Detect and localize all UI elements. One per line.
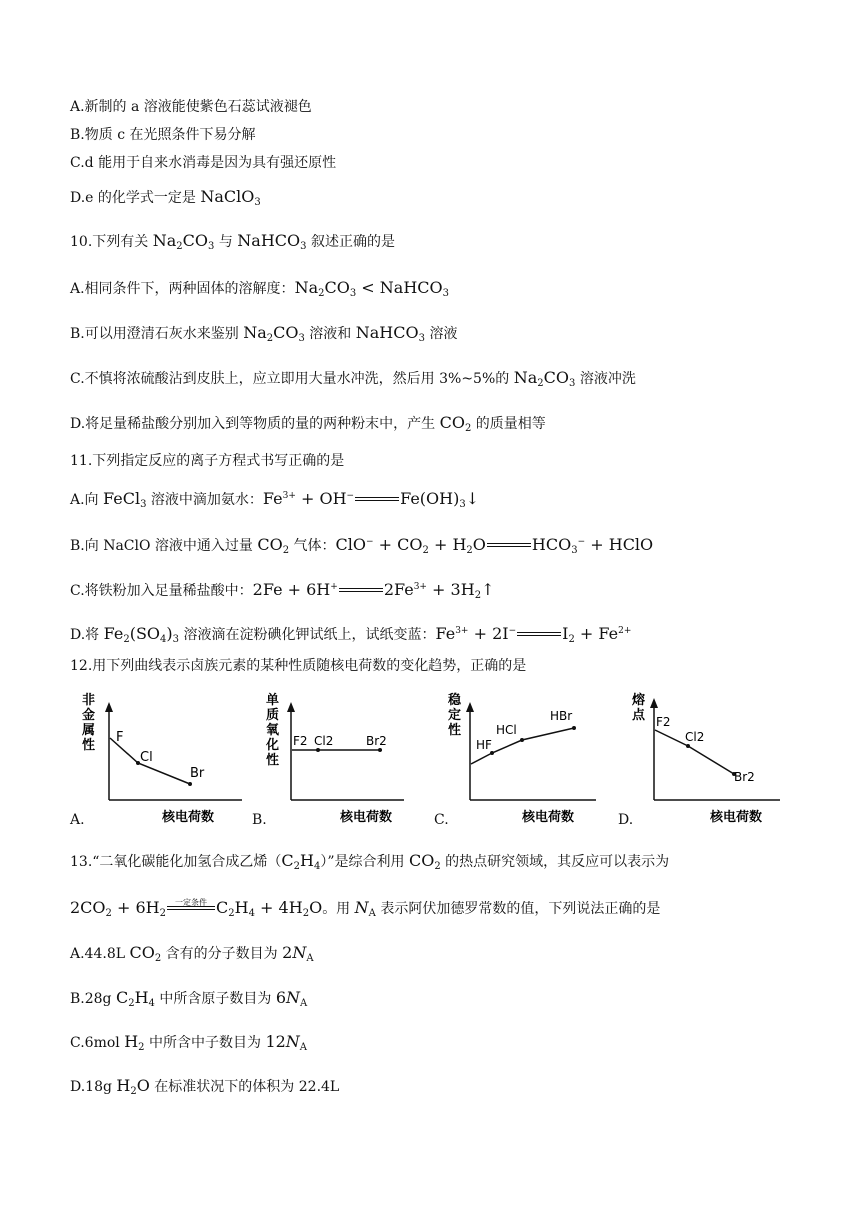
graph-d-point-br2: Br2 <box>734 770 755 784</box>
q13-equation: $2CO_2 + 6H_2$ 一定条件 $C_2H_4 + 4H_2O$。用 $N_A$ 表示阿伏加德罗常数的值，下列说法正确的是 <box>70 897 660 925</box>
q13-option-d: D.18g $H_2O$ 在标准状况下的体积为 22.4L <box>70 1076 340 1097</box>
graph-b-point-f2: F2 <box>293 734 308 748</box>
graph-b-ylabel-1: 单 <box>266 693 280 708</box>
graph-d-letter: D. <box>618 812 634 828</box>
graph-b-point-br2: Br2 <box>366 734 387 748</box>
graph-c-point-hf: HF <box>476 738 492 752</box>
q13-option-b: B.28g $C_2H_4$ 中所含原子数目为 $6N_A$ <box>70 988 308 1009</box>
q10-option-a: A.相同条件下，两种固体的溶解度：$Na_2CO_3$ < NaHCO$_3$ <box>70 278 450 299</box>
graph-b-ylabel-2: 质 <box>266 708 280 723</box>
graph-a-ylabel <box>82 692 95 753</box>
graph-b-ylabel-5: 性 <box>266 753 280 768</box>
graph-b-point-cl2: Cl2 <box>314 734 334 748</box>
graph-b-ylabel-3: 氧 <box>266 723 280 738</box>
graph-d-xlabel: 核电荷数 <box>710 810 763 825</box>
graph-a-ylabel-4: 性 <box>82 738 96 753</box>
q12-stem: 12.用下列曲线表示卤族元素的某种性质随核电荷数的变化趋势，正确的是 <box>70 658 527 674</box>
q10-option-c: C.不慎将浓硫酸沾到皮肤上，应立即用大量水冲洗，然后用 3%~5%的 $Na_2CO_3$ 溶液冲洗 <box>70 368 636 389</box>
graph-a-point-br: Br <box>190 766 205 781</box>
graph-a <box>82 690 252 830</box>
graph-c-point-hcl: HCl <box>496 723 517 737</box>
q10-stem: 10.下列有关 $Na_2CO_3$ 与 NaHCO$_3$ 叙述正确的是 <box>70 231 395 252</box>
q9-option-c: C.d 能用于自来水消毒是因为具有强还原性 <box>70 155 337 171</box>
graph-d <box>630 690 790 830</box>
q13-stem: 13.“二氧化碳能化加氢合成乙烯$(C_2H_4)$”是综合利用 $CO_2$ 的热点研究领域，其反应可以表示为 <box>70 851 670 872</box>
graph-a-point-cl: Cl <box>140 750 153 765</box>
graph-a-ylabel-1: 非 <box>82 693 96 708</box>
q9-option-d: D.e 的化学式一定是 NaClO$_3$ <box>70 187 261 208</box>
graph-c-ylabel-1: 稳 <box>448 693 462 708</box>
graph-d-ylabel <box>631 692 646 723</box>
graph-c-xlabel: 核电荷数 <box>522 810 575 825</box>
q11-option-a: A.向 FeCl$_3$ 溶液中滴加氨水：$Fe^{3+} + OH^-$ $Fe(OH)_3↓$ <box>70 489 480 510</box>
q11-stem: 11.下列指定反应的离子方程式书写正确的是 <box>70 453 345 469</box>
graph-d-point-cl2: Cl2 <box>685 730 705 744</box>
q11-option-d: D.将 $Fe_2(SO_4)_3$ 溶液滴在淀粉碘化钾试纸上，试纸变蓝：$Fe^{3+} + 2I^-$ $I_2 + Fe^{2+}$ <box>70 624 632 645</box>
graph-b-ylabel-4: 化 <box>266 738 280 753</box>
graph-a-ylabel-3: 属 <box>82 723 96 738</box>
q13-option-c: C.6mol $H_2$ 中所含中子数目为 $12N_A$ <box>70 1032 308 1053</box>
q9-option-a: A.新制的 a 溶液能使紫色石蕊试液褪色 <box>70 99 312 115</box>
graph-a-xlabel: 核电荷数 <box>162 810 215 825</box>
graph-b-ylabel <box>265 692 280 768</box>
q13-eq-condition: 一定条件 <box>175 898 208 907</box>
graph-b-xlabel: 核电荷数 <box>340 810 393 825</box>
q11-option-c: C.将铁粉加入足量稀盐酸中：2Fe + 6H+ $2Fe^{3+}$ + $3H_2↑$ <box>70 580 495 601</box>
q10-option-d: D.将足量稀盐酸分别加入到等物质的量的两种粉末中，产生 $CO_2$ 的质量相等 <box>70 413 546 434</box>
q11-option-b: B.向 NaClO 溶液中通入过量 $CO_2$ 气体：$ClO^- + CO_2 + H_2O$ $HCO_3^-$ + HClO <box>70 535 654 556</box>
q10-option-b: B.可以用澄清石灰水来鉴别 $Na_2CO_3$ 溶液和 NaHCO$_3$ 溶液 <box>70 323 458 344</box>
graph-c-ylabel-2: 定 <box>448 708 462 723</box>
graph-d-point-f2: F2 <box>656 715 671 729</box>
graph-b-letter: B. <box>252 812 267 828</box>
graph-d-ylabel-1: 熔 <box>632 693 646 708</box>
graph-a-ylabel-2: 金 <box>82 708 96 723</box>
graph-c-letter: C. <box>434 812 449 828</box>
q13-option-a: A.44.8L $CO_2$ 含有的分子数目为 $2N_A$ <box>70 943 314 964</box>
graph-c-ylabel-3: 性 <box>448 723 462 738</box>
graph-a-point-f: F <box>116 730 124 745</box>
graph-c-ylabel <box>447 692 462 738</box>
graph-c-point-hbr: HBr <box>550 709 573 723</box>
graph-c <box>446 690 606 830</box>
graph-a-letter: A. <box>70 812 85 828</box>
graph-d-ylabel-2: 点 <box>632 708 646 723</box>
q9-option-b: B.物质 c 在光照条件下易分解 <box>70 127 256 143</box>
graph-b <box>264 690 414 830</box>
